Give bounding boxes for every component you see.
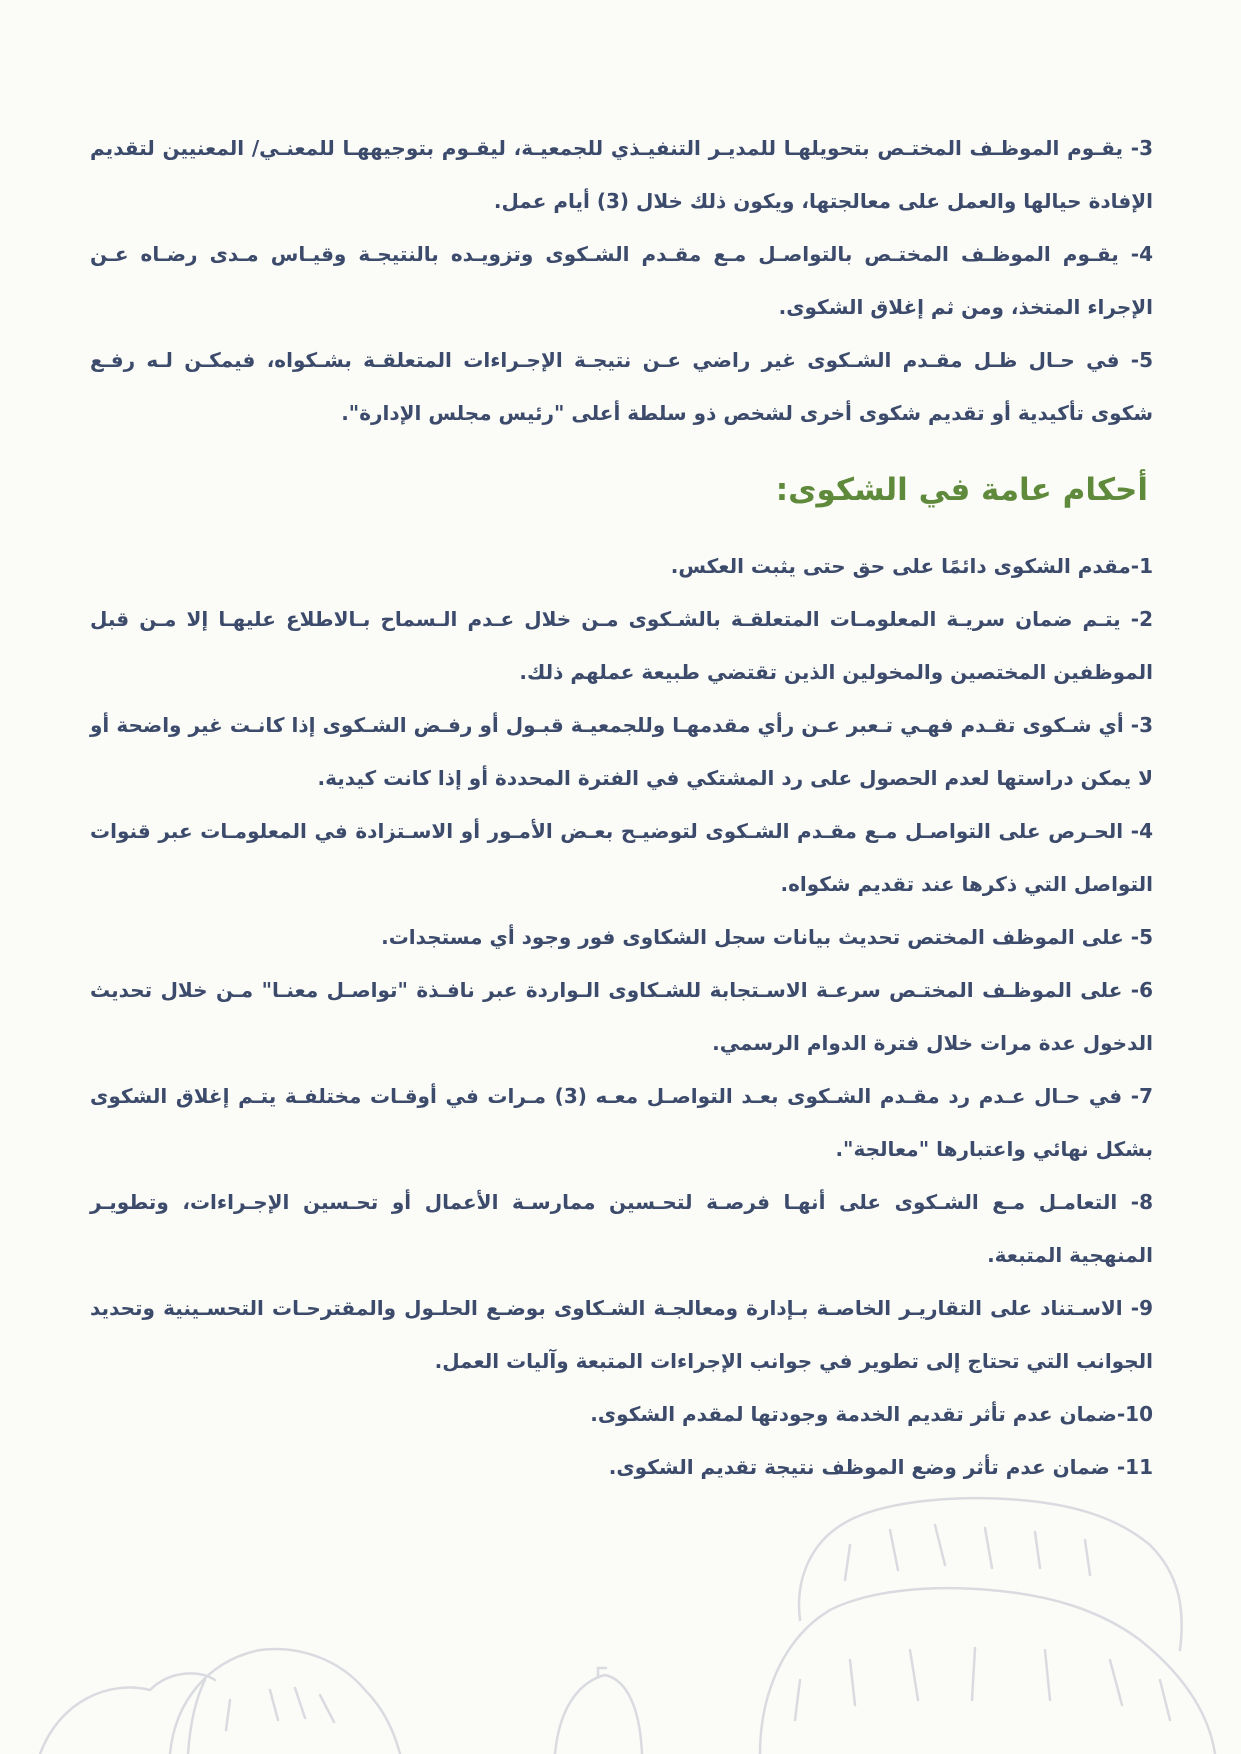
list-item: 10-ضمان عدم تأثر تقديم الخدمة وجودتها لمقدم الشكوى.: [590, 1402, 1153, 1426]
list-item: 11- ضمان عدم تأثر وضع الموظف نتيجة تقديم الشكوى.: [608, 1455, 1153, 1479]
list-item: 5- في حـال ظـل مقـدم الشـكوى غير راضي عـن نتيجـة الإجـراءات المتعلقـة بشـكواه، فيمكـن لـه رفـع شكوى تأكيدية أو تقديم شكوى أخرى لشخص ذو سلطة أعلى "رئيس مجلس الإدارة".: [90, 348, 1153, 425]
section-heading: أحكام عامة في الشكوى:: [775, 472, 1148, 508]
document-content: [90, 122, 1153, 1494]
list-item: 9- الاسـتناد على التقاريـر الخاصـة بـإدارة ومعالجـة الشـكاوى بوضـع الحلـول والمقترحـات التحسـينية وتحديد الجوانب التي تحتاج إلى تطوير في جوانب الإجراءات المتبعة وآليات العمل.: [90, 1296, 1153, 1373]
list-item: 1-مقدم الشكوى دائمًا على حق حتى يثبت العكس.: [670, 554, 1153, 578]
list-item: 4- الحـرص على التواصـل مـع مقـدم الشـكوى لتوضيـح بعـض الأمـور أو الاسـتزادة في المعلومـات عبر قنوات التواصل التي ذكرها عند تقديم شكواه.: [90, 819, 1153, 896]
list-item: 4- يقـوم الموظـف المختـص بالتواصـل مـع مقـدم الشـكوى وتزويـده بالنتيجـة وقيـاس مـدى رضـاه عـن الإجراء المتخذ، ومن ثم إغلاق الشكوى.: [90, 242, 1153, 319]
list-item: 7- في حـال عـدم رد مقـدم الشـكوى بعـد التواصـل معـه (3) مـرات في أوقـات مختلفـة يتـم إغلاق الشكوى بشكل نهائي واعتبارها "معالجة".: [90, 1084, 1154, 1161]
list-item: 6- على الموظـف المختـص سرعـة الاسـتجابة للشـكاوى الـواردة عبر نافـذة "تواصـل معنـا" مـن خلال تحديث الدخول عدة مرات خلال فترة الدوام الرسمي.: [90, 978, 1153, 1055]
list-item: 2- يتـم ضمان سريـة المعلومـات المتعلقـة بالشـكوى مـن خلال عـدم الـسماح بـالاطلاع عليهـا إلا مـن قبل الموظفين المختصين والمخولين الذين تقتضي طبيعة عملهم ذلك.: [90, 607, 1153, 684]
list-item: 5- على الموظف المختص تحديث بيانات سجل الشكاوى فور وجود أي مستجدات.: [381, 925, 1153, 949]
list-item: 3- يقـوم الموظـف المختـص بتحويلهـا للمديـر التنفيـذي للجمعيـة، ليقـوم بتوجيههـا للمعنـي/ المعنيين لتقديم الإفادة حيالها والعمل على معالجتها، ويكون ذلك خلال (3) أيام عمل.: [90, 136, 1153, 213]
list-item: 8- التعامـل مـع الشـكوى على أنهـا فرصـة لتحـسين ممارسـة الأعمال أو تحـسين الإجـراءات، وتطويـر المنهجية المتبعة.: [90, 1190, 1153, 1267]
list-item: 3- أي شـكوى تقـدم فهـي تـعبر عـن رأي مقدمهـا وللجمعيـة قبـول أو رفـض الشـكوى إذا كانـت غير واضحة أو لا يمكن دراستها لعدم الحصول على رد المشتكي في الفترة المحددة أو إذا كانت كيدية.: [90, 713, 1153, 790]
